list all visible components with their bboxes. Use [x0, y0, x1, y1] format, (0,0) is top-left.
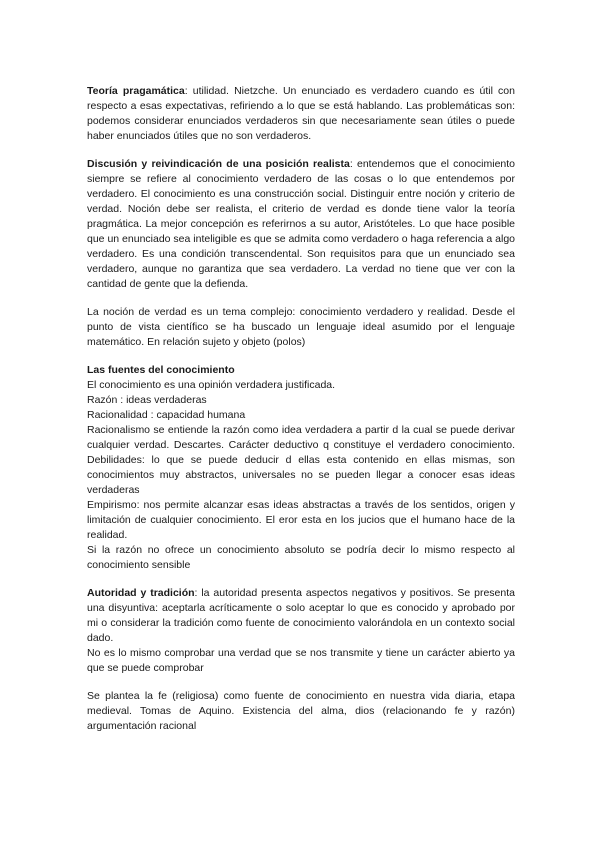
paragraph-authority-tradition [87, 586, 515, 676]
heading-realist-position: Discusión y reivindicación de una posición realista [87, 158, 350, 170]
text-line: No es lo mismo comprobar una verdad que se nos transmite y tiene un carácter abierto ya que se puede comprobar [87, 647, 515, 674]
paragraph-faith [87, 689, 515, 734]
paragraph-text: : la autoridad presenta aspectos negativos y positivos. Se presenta una disyuntiva: aceptarla acríticamente o solo aceptar lo que es conocido y aprobado por mi o considerar la tradición como fuente de conocimiento valorándola en un contexto social dado. [87, 587, 515, 644]
text-line: Racionalidad : capacidad humana [87, 409, 246, 421]
paragraph-text: Se plantea la fe (religiosa) como fuente de conocimiento en nuestra vida diaria, etapa medieval. Tomas de Aquino. Existencia del alma, dios (relacionando fe y razón) argumentación racional [87, 690, 515, 732]
text-line: El conocimiento es una opinión verdadera justificada. [87, 379, 336, 391]
paragraph-text: La noción de verdad es un tema complejo: conocimiento verdadero y realidad. Desde el punto de vista científico se ha buscado un lenguaje ideal asumido por el lenguaje matemático. En relación sujeto y objeto (polos) [87, 306, 515, 348]
text-line: Si la razón no ofrece un conocimiento absoluto se podría decir lo mismo respecto al conocimiento sensible [87, 544, 515, 571]
paragraph-notion-of-truth [87, 305, 515, 350]
section-sources-of-knowledge [87, 363, 515, 573]
text-rationalism: Racionalismo se entiende la razón como idea verdadera a partir d la cual se puede derivar cualquier verdad. Descartes. Carácter deductivo q constituye el verdadero conocimiento. Debilidades: lo que se puede deducir d ellas esta contenido en ellas mismas, son conocimientos muy abstractos, universales no se pueden llegar a conocer esas ideas verdaderas [87, 424, 515, 496]
text-line: Razón : ideas verdaderas [87, 394, 207, 406]
paragraph-text: : utilidad. Nietzche. Un enunciado es verdadero cuando es útil con respecto a esas expectativas, refiriendo a lo que se está hablando. Las problemáticas son: podemos considerar enunciados verdaderos sin que necesariamente sean útiles o puede haber enunciados útiles que no son verdaderos. [87, 85, 515, 142]
paragraph-realist-position [87, 157, 515, 292]
heading-authority-tradition: Autoridad y tradición [87, 587, 195, 599]
document-page [87, 84, 515, 747]
paragraph-text: : entendemos que el conocimiento siempre se refiere al conocimiento verdadero de las cosas o lo que entendemos por verdadero. El conocimiento es una construcción social. Distinguir entre noción y criterio de verdad. Noción debe ser realista, el criterio de verdad es donde tiene valor la teoría pragmática. La mejor concepción es referirnos a su autor, Aristóteles. Lo que hace posible que un enunciado sea inteligible es que se admita como verdadero o haga referencia a algo verdadero. Es una condición transcendental. Son requisitos para que un enunciado sea verdadero, aunque no garantiza que sea verdadero. La verdad no tiene que ver con la cantidad de gente que la defienda. [87, 158, 516, 290]
paragraph-pragmatic-theory [87, 84, 515, 144]
heading-sources-of-knowledge: Las fuentes del conocimiento [87, 364, 235, 376]
heading-pragmatic-theory: Teoría pragamática [87, 85, 185, 97]
text-empiricism: Empirismo: nos permite alcanzar esas ideas abstractas a través de los sentidos, origen y limitación de cualquier conocimiento. El eror esta en los jucios que el humano hace de la realidad. [87, 499, 515, 541]
